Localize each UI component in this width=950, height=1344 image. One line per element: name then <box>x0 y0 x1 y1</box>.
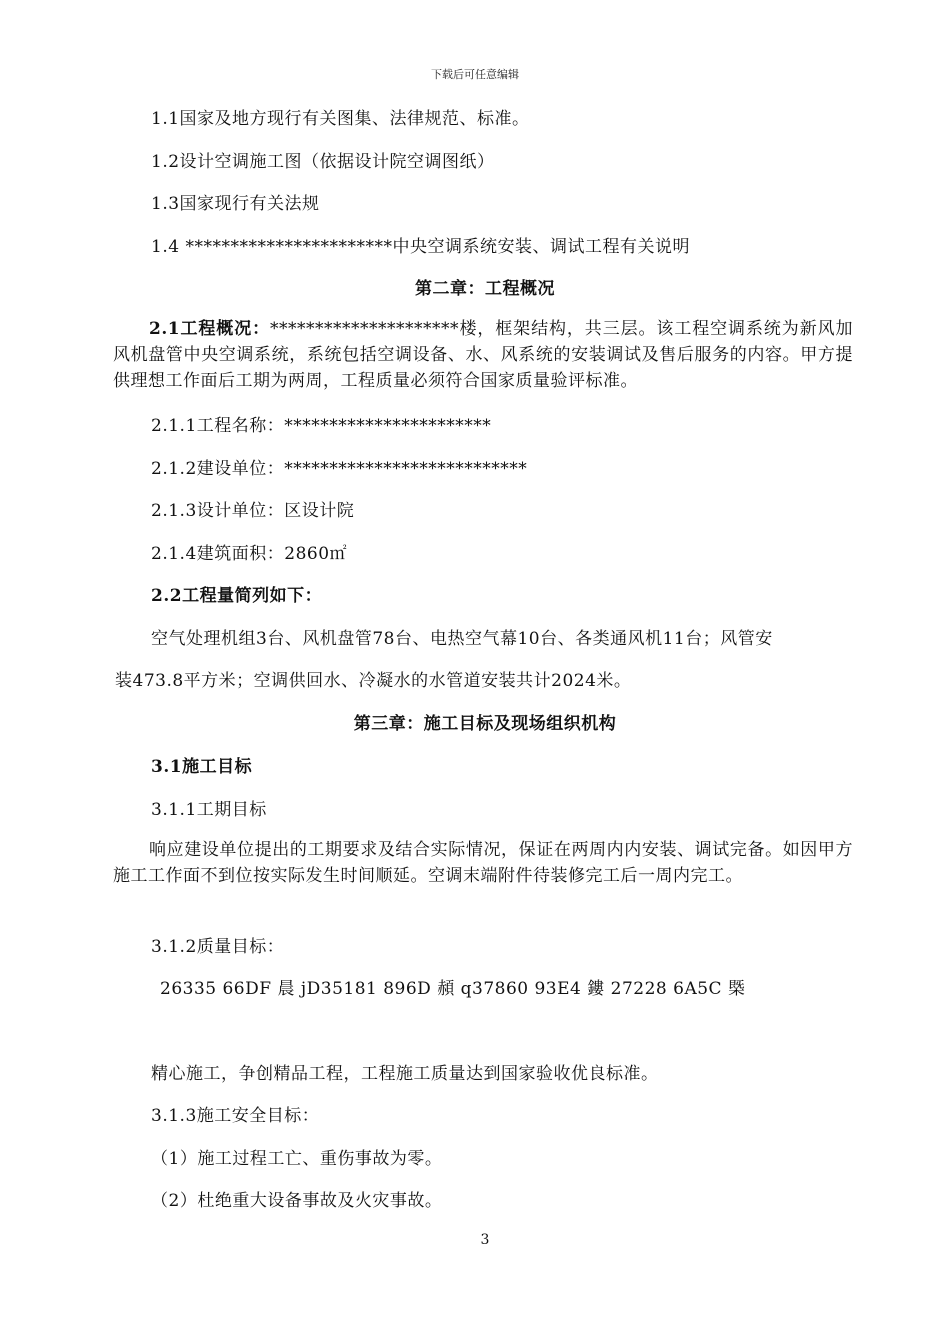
chapter-2-title: 第二章：工程概况 <box>415 279 555 299</box>
chapter-3-title: 第三章：施工目标及现场组织机构 <box>353 714 617 734</box>
safety-goal-item: 3.1.3施工安全目标： <box>151 1106 320 1126</box>
construction-goals-heading: 3.1施工目标 <box>151 757 253 777</box>
safety-goal-2: （2）杜绝重大设备事故及火灾事故。 <box>151 1191 443 1211</box>
project-overview-text: *********************楼，框架结构，共三层。该工程空调系统为新风加风机盘管中央空调系统，系统包括空调设备、水、风系统的安装调试及售后服务的内容。甲方提供理想工作面后工期为两周，工程质量必须符合国家质量验评标准。 <box>113 319 854 391</box>
page-header: 下载后可任意编辑 <box>431 68 519 81</box>
construction-unit-item: 2.1.2建设单位：*************************** <box>151 459 528 479</box>
schedule-goal-paragraph: 响应建设单位提出的工期要求及结合实际情况，保证在两周内内安装、调试完备。如因甲方施工工作面不到位按实际发生时间顺延。空调末端附件待装修完工后一周内完工。 <box>113 840 853 886</box>
design-unit-item: 2.1.3设计单位：区设计院 <box>151 501 355 521</box>
garbled-code-line: 26335 66DF 晨 jD35181 896D 頳 q37860 93E4 鏤 27228 6A5C 槩 <box>160 979 746 999</box>
quantity-heading: 2.2工程量简列如下： <box>151 586 323 606</box>
quality-goal-item: 3.1.2质量目标： <box>151 937 285 957</box>
project-name-item: 2.1.1工程名称：*********************** <box>151 416 492 436</box>
project-overview-paragraph <box>113 316 853 394</box>
project-overview-label: 2.1工程概况： <box>149 319 271 339</box>
quantity-line-2: 装473.8平方米；空调供回水、冷凝水的水管道安装共计2024米。 <box>115 671 632 691</box>
quality-goal-text: 精心施工，争创精品工程，工程施工质量达到国家验收优良标准。 <box>151 1064 659 1084</box>
building-area-item: 2.1.4建筑面积：2860㎡ <box>151 544 348 564</box>
page-number: 3 <box>480 1232 490 1248</box>
basis-item-1-1: 1.1国家及地方现行有关图集、法律规范、标准。 <box>151 109 530 129</box>
basis-item-1-2: 1.2设计空调施工图（依据设计院空调图纸） <box>151 152 495 172</box>
quantity-line-1: 空气处理机组3台、风机盘管78台、电热空气幕10台、各类通风机11台；风管安 <box>151 629 773 649</box>
basis-item-1-4: 1.4 ***********************中央空调系统安装、调试工程有关说明 <box>151 237 690 257</box>
safety-goal-1: （1）施工过程工亡、重伤事故为零。 <box>151 1149 443 1169</box>
schedule-goal-item: 3.1.1工期目标 <box>151 800 267 820</box>
basis-item-1-3: 1.3国家现行有关法规 <box>151 194 320 214</box>
